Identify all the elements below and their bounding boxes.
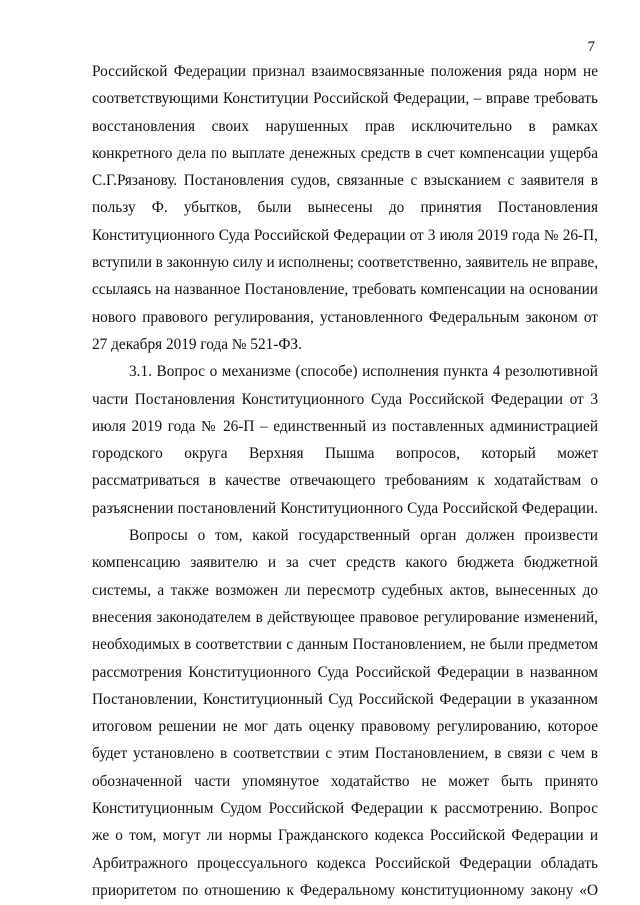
text-line: рассмотрения Конституционного Суда Российской Федерации в названном	[92, 663, 598, 681]
text-line: системы, а также возможен ли пересмотр судебных актов, вынесенных до	[92, 581, 598, 599]
text-line: Постановлении, Конституционный Суд Российской Федерации в указанном	[92, 690, 598, 708]
text-line: Конституционным Судом Российской Федерации к рассмотрению. Вопрос	[92, 800, 598, 818]
paragraph-1	[92, 58, 598, 358]
page-number: 7	[587, 39, 595, 55]
document-body	[92, 58, 598, 904]
text-line: части Постановления Конституционного Суда Российской Федерации от 3	[92, 390, 598, 408]
text-line: нового правового регулирования, установленного Федеральным законом от	[92, 308, 598, 326]
text-line: вступили в законную силу и исполнены; соответственно, заявитель не вправе,	[92, 254, 598, 272]
text-line: приоритетом по отношению к Федеральному конституционному закону «О	[92, 881, 598, 899]
text-line: восстановления своих нарушенных прав исключительно в рамках	[92, 117, 598, 135]
text-line: С.Г.Рязанову. Постановления судов, связанные с взысканием с заявителя в	[92, 172, 598, 190]
text-line: будет установлено в соответствии с этим Постановлением, в связи с чем в	[92, 745, 598, 763]
text-line: обозначенной части упомянутое ходатайство не может быть принято	[92, 772, 598, 790]
text-line: Арбитражного процессуального кодекса Российской Федерации обладать	[92, 854, 598, 872]
text-line: июля 2019 года № 26-П – единственный из поставленных администрацией	[92, 417, 598, 435]
text-line: 27 декабря 2019 года № 521-ФЗ.	[92, 335, 302, 353]
text-line: Российской Федерации признал взаимосвязанные положения ряда норм не	[92, 63, 598, 80]
paragraph-2	[92, 358, 598, 522]
text-line: городского округа Верхняя Пышма вопросов, который может	[92, 445, 598, 463]
text-line: внесения законодателем в действующее правовое регулирование изменений,	[92, 608, 598, 626]
text-line: ссылаясь на названное Постановление, требовать компенсации на основании	[92, 281, 598, 299]
text-line: же о том, могут ли нормы Гражданского кодекса Российской Федерации и	[92, 827, 598, 845]
text-line: разъяснении постановлений Конституционного Суда Российской Федерации.	[92, 499, 598, 517]
text-line: итоговом решении не мог дать оценку правовому регулированию, которое	[92, 718, 598, 736]
text-line: Вопросы о том, какой государственный орган должен произвести	[129, 527, 598, 545]
text-line: конкретного дела по выплате денежных средств в счет компенсации ущерба	[92, 144, 598, 162]
text-line: Конституционного Суда Российской Федерации от 3 июля 2019 года № 26-П,	[92, 226, 598, 244]
text-line: соответствующими Конституции Российской Федерации, – вправе требовать	[92, 90, 598, 108]
text-line: пользу Ф. убытков, были вынесены до принятия Постановления	[92, 199, 598, 217]
paragraph-3	[92, 522, 598, 904]
text-line: необходимых в соответствии с данным Постановлением, не были предметом	[92, 636, 598, 654]
text-line: рассматриваться в качестве отвечающего требованиям к ходатайствам о	[92, 472, 598, 490]
text-line: 3.1. Вопрос о механизме (способе) исполнения пункта 4 резолютивной	[129, 363, 598, 381]
text-line: компенсацию заявителю и за счет средств какого бюджета бюджетной	[92, 554, 598, 572]
